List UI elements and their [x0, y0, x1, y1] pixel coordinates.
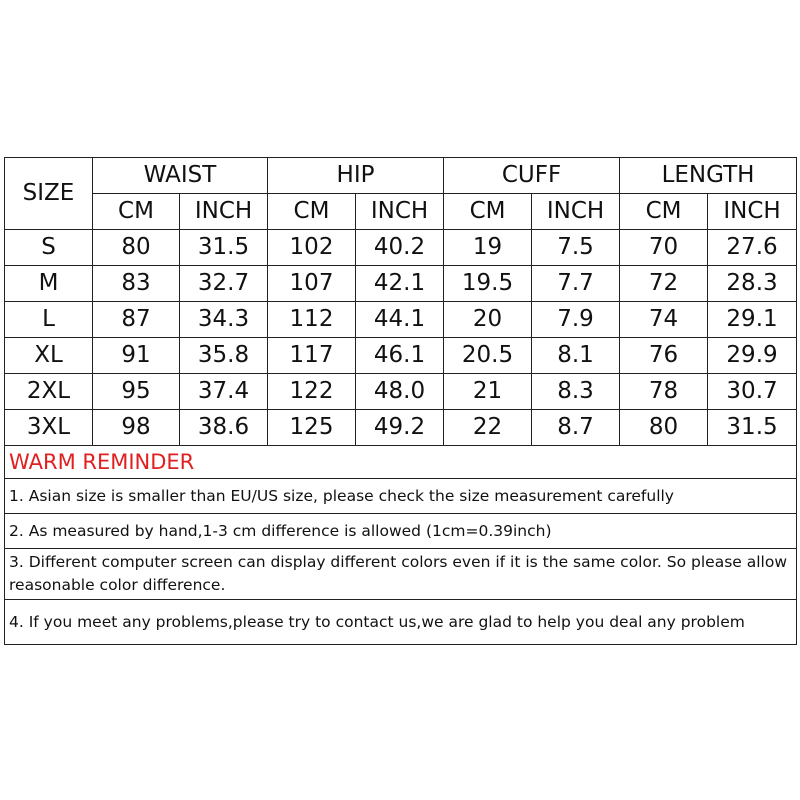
measurement-cell: 22 [444, 410, 532, 446]
size-chart [4, 157, 796, 645]
note-row [5, 549, 797, 600]
note-4: 4. If you meet any problems,please try to contact us,we are glad to help you deal any problem [5, 600, 797, 645]
measurement-cell: 19 [444, 230, 532, 266]
measurement-cell: 122 [268, 374, 356, 410]
measurement-cell: 31.5 [708, 410, 797, 446]
measurement-cell: 21 [444, 374, 532, 410]
measurement-cell: 117 [268, 338, 356, 374]
unit-header: INCH [708, 194, 797, 230]
measurement-cell: 7.5 [532, 230, 620, 266]
measurement-cell: 37.4 [180, 374, 268, 410]
measurement-cell: 20.5 [444, 338, 532, 374]
unit-header: CM [268, 194, 356, 230]
unit-header: CM [444, 194, 532, 230]
group-header-length: LENGTH [620, 158, 797, 194]
unit-header: INCH [180, 194, 268, 230]
measurement-cell: 8.7 [532, 410, 620, 446]
measurement-cell: 38.6 [180, 410, 268, 446]
measurement-cell: 7.7 [532, 266, 620, 302]
measurement-cell: 78 [620, 374, 708, 410]
size-header: SIZE [5, 158, 93, 230]
measurement-cell: 19.5 [444, 266, 532, 302]
size-table [4, 157, 797, 645]
measurement-cell: 42.1 [356, 266, 444, 302]
measurement-cell: 8.1 [532, 338, 620, 374]
measurement-cell: 8.3 [532, 374, 620, 410]
measurement-cell: 83 [93, 266, 180, 302]
group-header-row [5, 158, 797, 194]
measurement-cell: 48.0 [356, 374, 444, 410]
group-header-hip: HIP [268, 158, 444, 194]
measurement-cell: 70 [620, 230, 708, 266]
measurement-cell: 107 [268, 266, 356, 302]
table-row [5, 374, 797, 410]
size-cell: M [5, 266, 93, 302]
size-cell: L [5, 302, 93, 338]
measurement-cell: 87 [93, 302, 180, 338]
measurement-cell: 20 [444, 302, 532, 338]
note-row [5, 600, 797, 645]
measurement-cell: 74 [620, 302, 708, 338]
measurement-cell: 112 [268, 302, 356, 338]
measurement-cell: 49.2 [356, 410, 444, 446]
table-row [5, 338, 797, 374]
measurement-cell: 125 [268, 410, 356, 446]
measurement-cell: 44.1 [356, 302, 444, 338]
table-row [5, 266, 797, 302]
table-row [5, 230, 797, 266]
table-row [5, 410, 797, 446]
table-row [5, 302, 797, 338]
measurement-cell: 30.7 [708, 374, 797, 410]
measurement-cell: 31.5 [180, 230, 268, 266]
measurement-cell: 72 [620, 266, 708, 302]
note-2: 2. As measured by hand,1-3 cm difference is allowed (1cm=0.39inch) [5, 514, 797, 549]
group-header-waist: WAIST [93, 158, 268, 194]
measurement-cell: 29.9 [708, 338, 797, 374]
measurement-cell: 91 [93, 338, 180, 374]
note-3: 3. Different computer screen can display different colors even if it is the same color. So please allow reasonable color difference. [5, 549, 797, 600]
unit-header: CM [620, 194, 708, 230]
measurement-cell: 76 [620, 338, 708, 374]
unit-header: INCH [356, 194, 444, 230]
unit-header-row [5, 194, 797, 230]
unit-header: CM [93, 194, 180, 230]
measurement-cell: 32.7 [180, 266, 268, 302]
size-cell: 3XL [5, 410, 93, 446]
size-cell: 2XL [5, 374, 93, 410]
measurement-cell: 34.3 [180, 302, 268, 338]
measurement-cell: 46.1 [356, 338, 444, 374]
measurement-cell: 95 [93, 374, 180, 410]
page-margin [0, 655, 800, 800]
size-cell: XL [5, 338, 93, 374]
measurement-cell: 40.2 [356, 230, 444, 266]
measurement-cell: 80 [620, 410, 708, 446]
measurement-cell: 102 [268, 230, 356, 266]
measurement-cell: 35.8 [180, 338, 268, 374]
measurement-cell: 98 [93, 410, 180, 446]
note-row [5, 514, 797, 549]
measurement-cell: 80 [93, 230, 180, 266]
measurement-cell: 27.6 [708, 230, 797, 266]
measurement-cell: 29.1 [708, 302, 797, 338]
unit-header: INCH [532, 194, 620, 230]
measurement-cell: 28.3 [708, 266, 797, 302]
reminder-title-row [5, 446, 797, 479]
size-cell: S [5, 230, 93, 266]
note-1: 1. Asian size is smaller than EU/US size, please check the size measurement carefully [5, 479, 797, 514]
group-header-cuff: CUFF [444, 158, 620, 194]
reminder-title: WARM REMINDER [5, 446, 797, 479]
note-row [5, 479, 797, 514]
measurement-cell: 7.9 [532, 302, 620, 338]
